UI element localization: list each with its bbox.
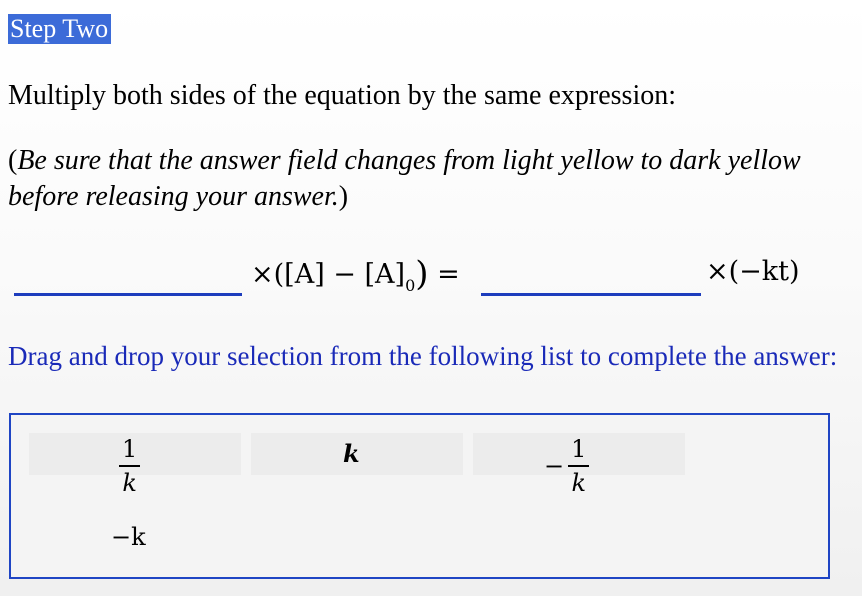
equation-right-expression: ×(−kt) [706,256,800,287]
choice-list-box [9,413,830,579]
fraction-denominator: k [571,469,587,497]
left-expression: ([A] − [A] [273,259,406,290]
answer-blank-left[interactable] [14,293,242,296]
fraction [568,435,589,497]
times-sign: × [251,259,274,290]
drag-instruction: Drag and drop your selection from the following list to complete the answer: [8,341,838,371]
minus-sign: − [544,452,565,480]
note-italic-text: Be sure that the answer field changes from light yellow to dark yellow before releasing your answer. [8,145,801,212]
choice-negative-k[interactable]: −k [111,523,146,551]
fraction-numerator: 1 [571,435,587,463]
note-open-paren: ( [8,145,18,176]
answer-blank-right[interactable] [481,293,701,296]
instruction-text: Multiply both sides of the equation by the same expression: [8,80,677,111]
choice-one-over-k[interactable] [119,435,140,497]
subscript-zero: 0 [405,276,416,295]
step-label: Step Two [8,14,111,44]
fraction-bar [119,465,140,467]
choice-k[interactable]: k [343,439,360,468]
equals-sign: = [437,259,460,290]
choice-negative-one-over-k[interactable] [544,435,589,497]
equation [0,248,862,304]
note-text [8,143,828,215]
fraction-numerator: 1 [122,435,138,463]
fraction-bar [568,465,589,467]
left-close-paren: ) [415,254,429,294]
equation-left-expression [251,252,460,298]
note-close-paren: ) [338,181,349,212]
fraction-denominator: k [122,469,137,497]
fraction [119,435,140,497]
